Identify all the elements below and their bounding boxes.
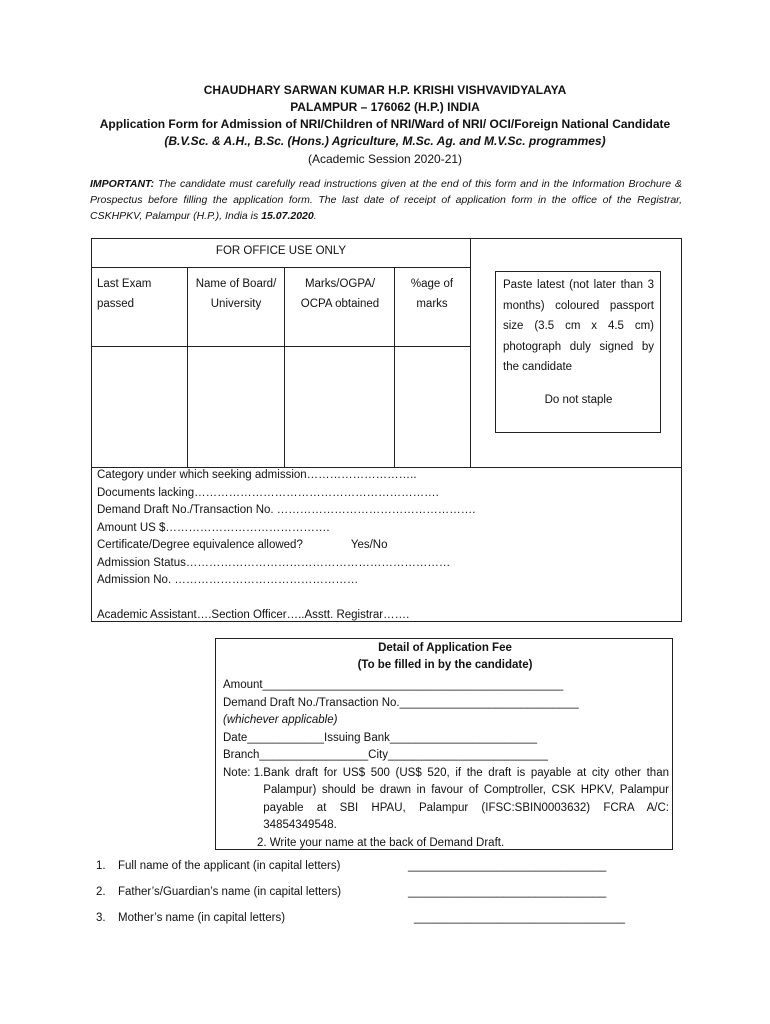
do-not-staple: Do not staple <box>544 393 613 406</box>
application-fee-box <box>215 638 673 850</box>
office-remarks <box>97 467 677 625</box>
academic-session: (Academic Session 2020-21) <box>307 152 463 166</box>
mother-name-label: Mother’s name (in capital letters) <box>118 912 286 924</box>
admission-no-line: Admission No. ………………………………………… <box>97 574 359 586</box>
table-row-divider <box>92 346 470 347</box>
item-number: 2. <box>96 886 106 898</box>
mother-name-field[interactable]: _________________________________ <box>414 912 626 924</box>
fee-date-bank-field[interactable]: Date____________Issuing Bank_______________________ <box>223 731 537 744</box>
important-text: The candidate must carefully read instructions given at the end of this form and in the Information Brochure & Prospectus before filling the application form. The last date of receipt of application form in the office of the Registrar, CSKHPKV, Palampur (H.P.), India is <box>90 178 682 222</box>
col-head-percent: %age of marks <box>410 278 454 310</box>
office-use-title: FOR OFFICE USE ONLY <box>215 245 347 257</box>
fee-subtitle: (To be filled in by the candidate) <box>357 659 533 671</box>
fee-note <box>223 765 669 835</box>
amount-line: Amount US $……………………………………. <box>97 521 330 534</box>
important-label: IMPORTANT: <box>90 178 155 190</box>
list-item <box>96 857 676 883</box>
item-number: 3. <box>96 912 106 924</box>
important-notice <box>90 176 682 224</box>
office-use-block <box>91 238 682 622</box>
col-head-last-exam: Last Exam passed <box>97 278 152 310</box>
fee-branch-city-field[interactable]: Branch_________________City_________________________ <box>223 749 548 761</box>
fee-note-2: 2. Write your name at the back of Demand Draft. <box>257 836 505 849</box>
signatories-line: Academic Assistant….Section Officer…..Asstt. Registrar……. <box>97 609 410 621</box>
col-head-board: Name of Board/ University <box>195 278 277 310</box>
fee-note-label: Note: 1. <box>223 766 264 779</box>
certificate-line <box>97 537 677 555</box>
applicant-name-label: Full name of the applicant (in capital letters) <box>118 860 341 872</box>
fee-title: Detail of Application Fee <box>378 642 512 654</box>
fee-note-1: Bank draft for US$ 500 (US$ 520, if the draft is payable at city other than Palampur) should be drawn in favour of Comptroller, CSK HPKV, Palampur payable at SBI HPAU, Palampur (IFSC:SBIN0003632) FCRA A/C: 34854349548. <box>263 766 669 831</box>
photo-instructions: Paste latest (not later than 3 months) coloured passport size (3.5 cm x 4.5 cm) photograph duly signed by the candidate <box>503 279 654 373</box>
important-end: . <box>313 210 317 222</box>
certificate-question: Certificate/Degree equivalence allowed? <box>97 539 303 551</box>
status-line: Admission Status…………………………………………………………… <box>97 556 451 569</box>
col-last-exam <box>92 268 188 467</box>
fee-amount-field[interactable]: Amount_______________________________________________ <box>223 679 564 691</box>
category-line: Category under which seeking admission……………………….. <box>97 469 417 481</box>
office-divider-vertical <box>470 239 471 467</box>
programmes-line: (B.V.Sc. & A.H., B.Sc. (Hons.) Agriculture, M.Sc. Ag. and M.V.Sc. programmes) <box>164 134 606 148</box>
item-number: 1. <box>96 860 106 872</box>
fee-fields <box>223 677 669 852</box>
col-percent <box>394 268 470 467</box>
university-name: CHAUDHARY SARWAN KUMAR H.P. KRISHI VISHVAVIDYALAYA <box>203 83 567 97</box>
col-marks <box>284 268 395 467</box>
list-item <box>96 883 676 909</box>
yes-no: Yes/No <box>350 539 388 551</box>
fee-draft-field[interactable]: Demand Draft No./Transaction No.____________________________ <box>223 696 579 709</box>
applicant-details-list <box>96 857 676 935</box>
university-address: PALAMPUR – 176062 (H.P.) INDIA <box>290 100 480 114</box>
applicant-name-field[interactable]: _______________________________ <box>408 860 607 872</box>
form-title: Application Form for Admission of NRI/Children of NRI/Ward of NRI/ OCI/Foreign National Candidate <box>99 117 671 131</box>
col-board <box>187 268 285 467</box>
photo-box <box>495 271 661 433</box>
col-head-marks: Marks/OGPA/ OCPA obtained <box>300 278 380 310</box>
father-name-field[interactable]: _______________________________ <box>408 886 607 898</box>
documents-line: Documents lacking………………………………………………………. <box>97 486 439 499</box>
father-name-label: Father’s/Guardian’s name (in capital letters) <box>118 886 342 898</box>
demand-draft-line: Demand Draft No./Transaction No. ……………………………………………. <box>97 504 476 516</box>
last-date: 15.07.2020 <box>261 210 314 222</box>
list-item <box>96 909 676 935</box>
exam-details-table <box>92 267 470 467</box>
fee-whichever: (whichever applicable) <box>223 714 338 726</box>
